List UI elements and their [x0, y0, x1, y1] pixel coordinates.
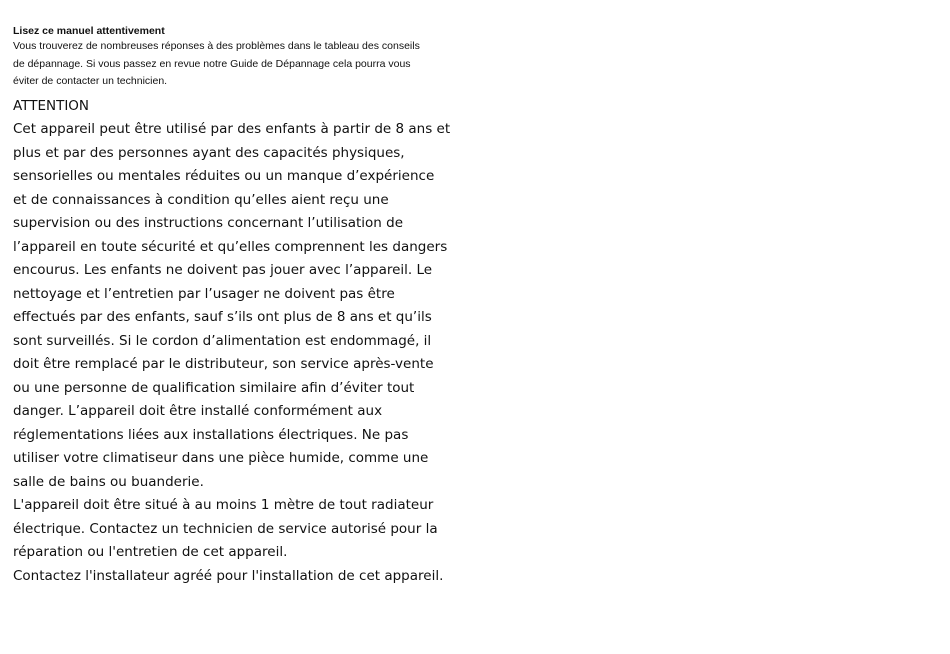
warning-line: plus et par des personnes ayant des capacités physiques,	[13, 144, 405, 161]
warning-line: et de connaissances à condition qu’elles aient reçu une	[13, 191, 389, 208]
intro-paragraph	[13, 38, 453, 91]
intro-line: Vous trouverez de nombreuses réponses à des problèmes dans le tableau des conseils	[13, 40, 420, 52]
warning-line: utiliser votre climatiseur dans une pièce humide, comme une	[13, 450, 429, 466]
warning-line: sensorielles ou mentales réduites ou un manque d’expérience	[13, 168, 435, 184]
warning-line: sont surveillés. Si le cordon d’alimentation est endommagé, il	[13, 332, 432, 349]
warning-line: effectués par des enfants, sauf s’ils ont plus de 8 ans et qu’ils	[13, 309, 432, 325]
manual-page	[13, 24, 463, 588]
warning-line: encourus. Les enfants ne doivent pas jouer avec l’appareil. Le	[13, 262, 433, 278]
warning-heading: ATTENTION	[13, 97, 90, 114]
warning-line: nettoyage et l’entretien par l’usager ne doivent pas être	[13, 285, 395, 302]
intro-line: de dépannage. Si vous passez en revue notre Guide de Dépannage cela pourra vous	[13, 57, 411, 70]
warning-line: doit être remplacé par le distributeur, son service après-vente	[13, 356, 434, 372]
warning-line: Contactez l'installateur agréé pour l'installation de cet appareil.	[13, 567, 444, 584]
warning-line: l’appareil en toute sécurité et qu’elles comprennent les dangers	[13, 238, 448, 255]
warning-line: électrique. Contactez un technicien de service autorisé pour la	[13, 520, 438, 537]
warning-line: réparation ou l'entretien de cet appareil.	[13, 544, 288, 560]
warning-paragraph	[13, 118, 463, 588]
warning-line: Cet appareil peut être utilisé par des enfants à partir de 8 ans et	[13, 121, 451, 137]
warning-line: ou une personne de qualification similaire afin d’éviter tout	[13, 379, 415, 396]
intro-line: éviter de contacter un technicien.	[13, 75, 168, 87]
warning-line: réglementations liées aux installations électriques. Ne pas	[13, 426, 409, 443]
manual-title: Lisez ce manuel attentivement	[13, 25, 165, 37]
warning-line: danger. L’appareil doit être installé conformément aux	[13, 403, 383, 419]
warning-line: supervision ou des instructions concernant l’utilisation de	[13, 215, 404, 231]
warning-line: salle de bains ou buanderie.	[13, 473, 204, 490]
warning-line: L'appareil doit être situé à au moins 1 mètre de tout radiateur	[13, 497, 434, 513]
